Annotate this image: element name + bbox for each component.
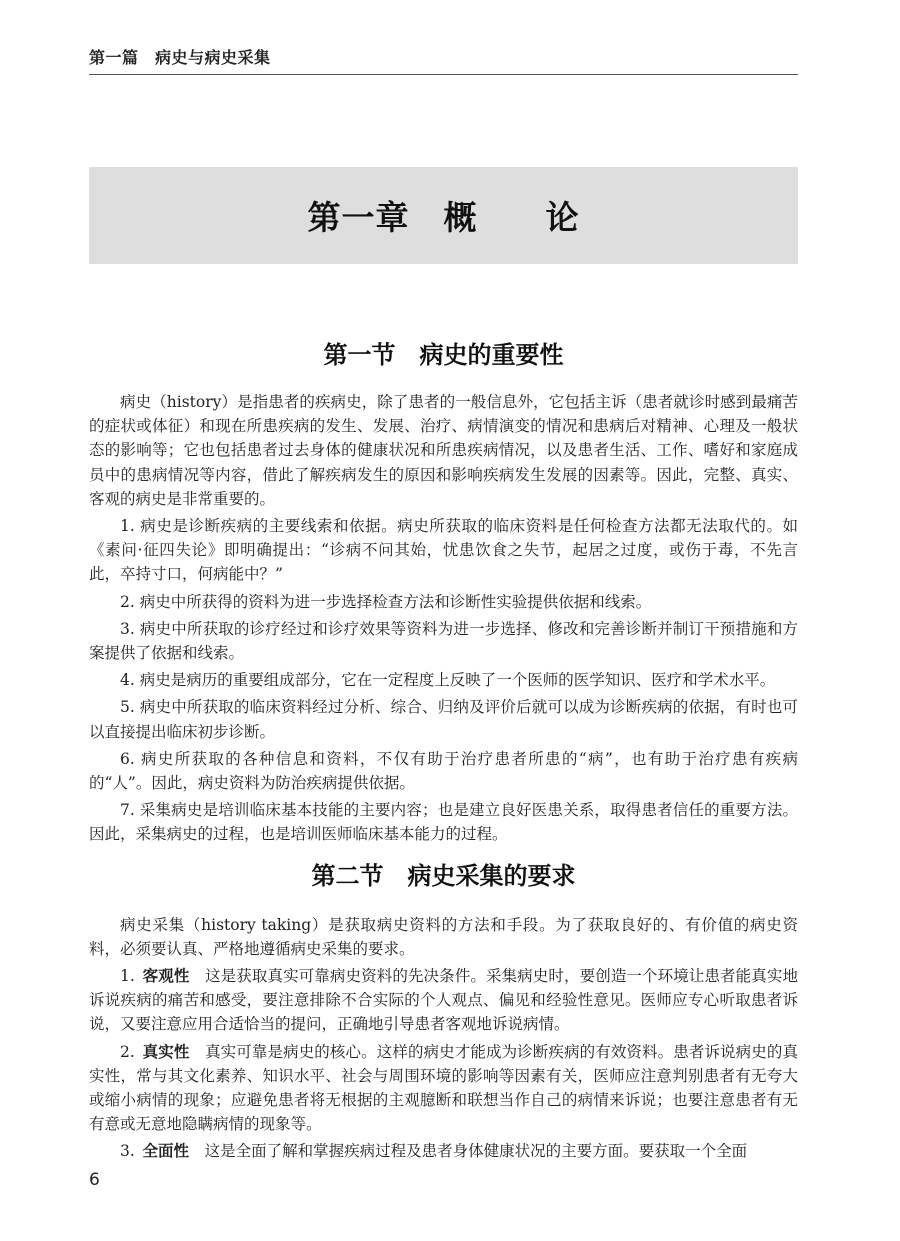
list-item: 7. 采集病史是培训临床基本技能的主要内容；也是建立良好医患关系，取得患者信任的重要方法。因此，采集病史的过程，也是培训医师临床基本能力的过程。 <box>89 801 798 844</box>
item-number: 1. <box>120 967 135 986</box>
list-item: 2. 病史中所获得的资料为进一步选择检查方法和诊断性实验提供依据和线索。 <box>120 592 652 611</box>
section-title: 第二节 病史采集的要求 <box>311 860 576 890</box>
list-item: 6. 病史所获取的各种信息和资料，不仅有助于治疗患者所患的“病”，也有助于治疗患有疾病的“人”。因此，病史资料为防治疾病提供依据。 <box>89 749 798 793</box>
list-item <box>89 964 798 1037</box>
list-item <box>89 1139 798 1163</box>
list-item: 5. 病史中所获取的临床资料经过分析、综合、归纳及评价后就可以成为诊断疾病的依据，有时也可以直接提出临床初步诊断。 <box>89 698 798 741</box>
list-item: 3. 病史中所获取的诊疗经过和诊疗效果等资料为进一步选择、修改和完善诊断并制订干预措施和方案提供了依据和线索。 <box>89 619 798 663</box>
running-header: 第一篇 病史与病史采集 <box>89 48 271 67</box>
page-body <box>89 330 798 1167</box>
section-intro-paragraph: 病史（history）是指患者的疾病史，除了患者的一般信息外，它包括主诉（患者就诊时感到最痛苦的症状或体征）和现在所患疾病的发生、发展、治疗、病情演变的情况和患病后对精神、心理及一般状态的影响等；它也包括患者过去身体的健康状况和所患疾病情况，以及患者生活、工作、嗜好和家庭成员中的患病情况等内容，借此了解疾病发生的原因和影响疾病发生发展的因素等。因此，完整、真实、客观的病史是非常重要的。 <box>89 393 798 508</box>
header-divider <box>89 74 798 75</box>
item-text: 这是全面了解和掌握疾病过程及患者身体健康状况的主要方面。要获取一个全面 <box>204 1142 748 1161</box>
page-number: 6 <box>89 1170 100 1190</box>
item-text: 真实可靠是病史的核心。这样的病史才能成为诊断疾病的有效资料。患者诉说病史的真实性，常与其文化素养、知识水平、社会与周围环境的影响等因素有关，医师应注意判别患者有无夸大或缩小病情的现象；应避免患者将无根据的主观臆断和联想当作自己的病情来诉说；也要注意患者有无有意或无意地隐瞒病情的现象等。 <box>89 1042 798 1134</box>
item-number: 3. <box>120 1142 135 1161</box>
item-text: 这是获取真实可靠病史资料的先决条件。采集病史时，要创造一个环境让患者能真实地诉说疾病的痛苦和感受，要注意排除不合实际的个人观点、偏见和经验性意见。医师应专心听取患者诉说，又要注意应用合适恰当的提问，正确地引导患者客观地诉说病情。 <box>89 967 798 1034</box>
item-title: 真实性 <box>142 1042 190 1061</box>
section-intro-paragraph: 病史采集（history taking）是获取病史资料的方法和手段。为了获取良好的、有价值的病史资料，必须要认真、严格地遵循病史采集的要求。 <box>89 915 798 958</box>
item-title: 全面性 <box>142 1142 190 1161</box>
list-item: 1. 病史是诊断疾病的主要线索和依据。病史所获取的临床资料是任何检查方法都无法取代的。如《素问·征四失论》即明确提出：“诊病不问其始，忧患饮食之失节，起居之过度，或伤于毒，不先言此，卒持寸口，何病能中？” <box>89 517 798 584</box>
list-item: 4. 病史是病历的重要组成部分，它在一定程度上反映了一个医师的医学知识、医疗和学术水平。 <box>120 671 776 690</box>
item-number: 2. <box>120 1042 135 1061</box>
list-item <box>89 1040 798 1137</box>
section-title: 第一节 病史的重要性 <box>323 340 564 369</box>
chapter-banner <box>89 167 798 264</box>
item-title: 客观性 <box>142 967 190 986</box>
chapter-title: 第一章 概 论 <box>307 198 580 237</box>
